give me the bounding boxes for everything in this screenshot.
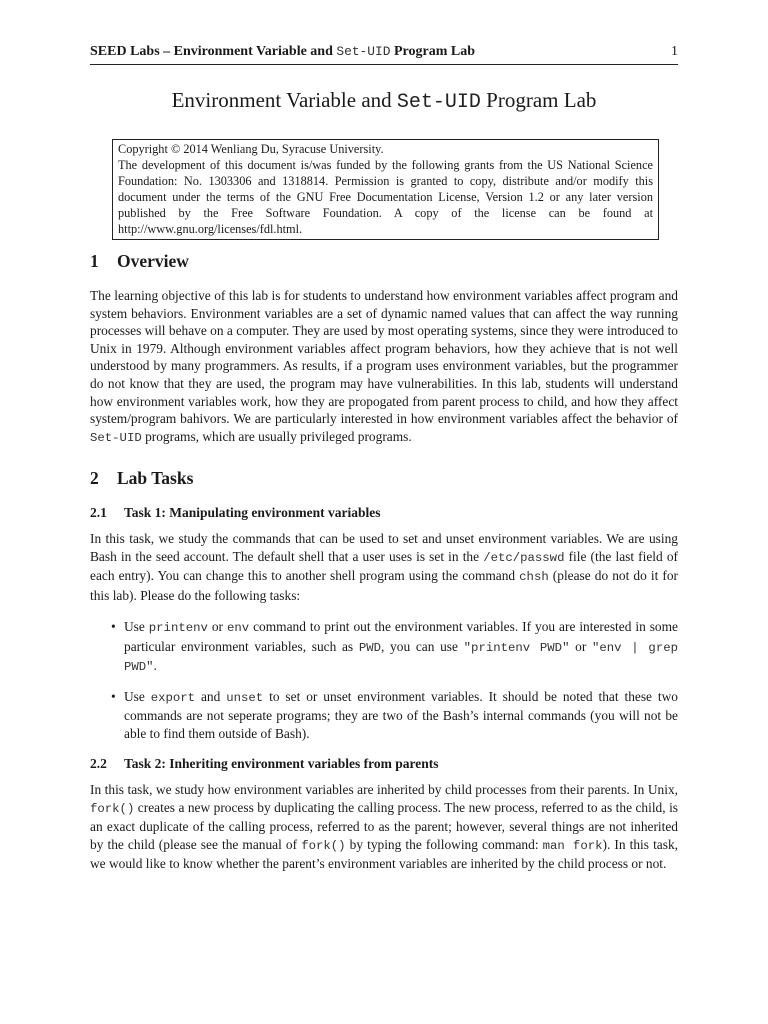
- document-title: Environment Variable and Set-UID Program Lab: [171, 88, 597, 114]
- copyright-box: [112, 139, 659, 240]
- section-heading-overview: 1 Overview: [90, 251, 189, 271]
- running-header: [90, 44, 678, 60]
- bullet-icon: •: [111, 688, 116, 704]
- overview-paragraph: The learning objective of this lab is for students to understand how environment variables affect program and system behaviors. Environment variables are a set of dynamic named values that can affect the way running processes will behave on a computer. They are used by most operating systems, since they were introduced to Unix in 1979. Although environment variables affect program behaviors, how they achieve that is not well understood by many programmers. As results, if a program uses environment variables, but the programmer do not know that they are used, the program may have vulnerabilities. In this lab, students will understand how environment variables work, how they are propogated from parent process to child, and how they affect system/program bahivors. We are particularly interested in how environment variables affect the behavior of Set-UID programs, which are usually privileged programs.: [90, 288, 678, 445]
- copyright-license-text: The development of this document is/was funded by the following grants from the US National Science Foundation: No. 1303306 and 1318814. Permission is granted to copy, distribute and/or modify this document under the terms of the GNU Free Documentation License, Version 1.2 or any later version published by the Free Software Foundation. A copy of the license can be found at http://www.gnu.org/licenses/fdl.html.: [118, 158, 653, 236]
- task1-bullet-list: [90, 618, 678, 743]
- bullet-icon: •: [111, 619, 116, 634]
- section-heading-lab-tasks: 2 Lab Tasks: [90, 468, 194, 488]
- task1-paragraph: In this task, we study the commands that can be used to set and unset environment variables. We are using Bash in the seed account. The default shell that a user uses is set in the /etc/passwd file (the last field of each entry). You can change this to another shell program using the command chsh (please do not do it for this lab). Please do the following tasks:: [90, 531, 678, 603]
- subsection-heading-task1: 2.1 Task 1: Manipulating environment variables: [90, 505, 381, 520]
- list-item: • Use export and unset to set or unset environment variables. It should be noted that these two commands are not seperate programs; they are two of the Bash’s internal commands (you will not be able to find them outside of Bash).: [111, 688, 678, 741]
- copyright-line: Copyright © 2014 Wenliang Du, Syracuse University.: [118, 142, 384, 156]
- running-header-title: SEED Labs – Environment Variable and Set-UID Program Lab: [90, 44, 475, 59]
- subsection-heading-task2: 2.2 Task 2: Inheriting environment variables from parents: [90, 756, 439, 771]
- header-rule: [90, 64, 678, 65]
- page-number: 1: [671, 44, 678, 59]
- list-item: • Use printenv or env command to print out the environment variables. If you are interested in some particular environment variables, such as PWD, you can use "printenv PWD" or "env | grep PWD".: [111, 619, 678, 675]
- task2-paragraph: In this task, we study how environment variables are inherited by child processes from their parents. In Unix, fork() creates a new process by duplicating the calling process. The new process, referred to as the child, is an exact duplicate of the calling process, referred to as the parent; however, several things are not inherited by the child (please see the manual of fork() by typing the following command: man fork). In this task, we would like to know whether the parent’s environment variables are inherited by the child process or not.: [90, 782, 678, 872]
